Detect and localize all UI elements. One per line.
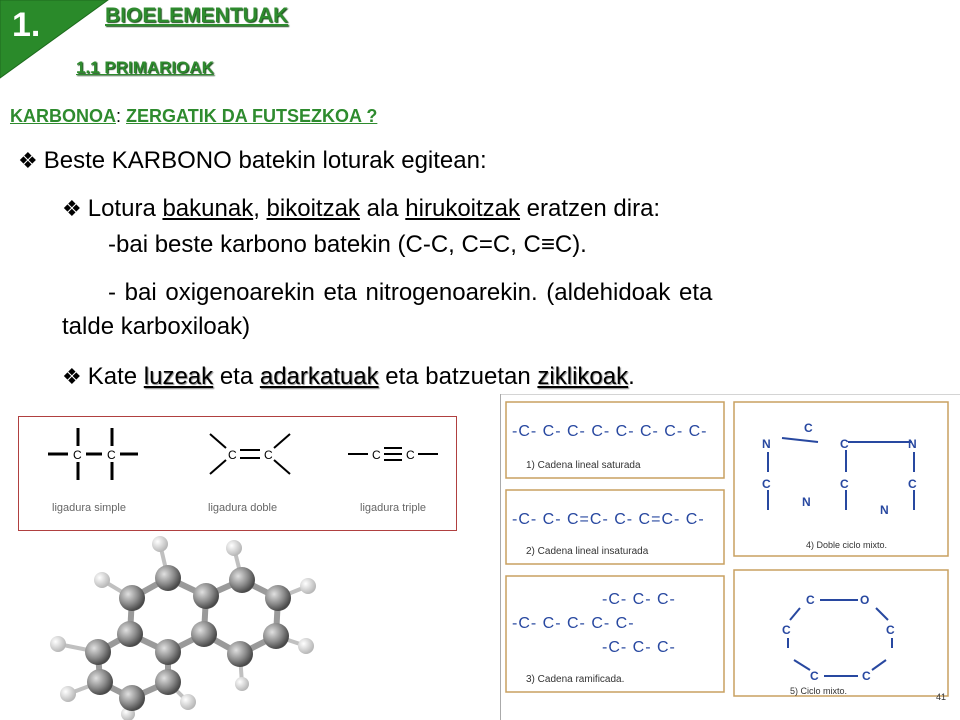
atom-c-3: C: [228, 448, 237, 462]
bullet-2-post: eratzen dira:: [520, 195, 661, 222]
chain-3-top: -C- C- C-: [602, 591, 676, 608]
atom-c-5: C: [372, 448, 381, 462]
ring5-o: O: [860, 593, 870, 607]
word-hirukoitzak: hirukoitzak: [405, 195, 521, 222]
bullet-2-sep1: ,: [253, 195, 267, 222]
label-double: ligadura doble: [208, 502, 278, 514]
diamond-bullet-icon: ❖: [18, 148, 38, 173]
ring4-c3: C: [762, 477, 771, 491]
bullet-2-pre: Lotura: [87, 195, 163, 222]
page-number: 41: [936, 692, 947, 702]
diamond-bullet-icon: ❖: [62, 364, 82, 389]
bullet-3-post: .: [628, 363, 635, 390]
atom-c-4: C: [264, 448, 273, 462]
chain-5-label: 5) Ciclo mixto.: [790, 686, 848, 696]
chain-1-formula: -C- C- C- C- C- C- C- C-: [512, 423, 708, 440]
ring4-n1: N: [762, 437, 771, 451]
chain-2-formula: -C- C- C=C- C- C=C- C-: [512, 511, 705, 528]
ring4-c2: C: [840, 437, 849, 451]
atom-c-2: C: [107, 448, 116, 462]
ring4-c1: C: [804, 421, 813, 435]
label-triple: ligadura triple: [360, 502, 427, 514]
chain-2-label: 2) Cadena lineal insaturada: [526, 546, 649, 557]
molecule-3d-model: [28, 532, 328, 720]
diamond-bullet-icon: ❖: [62, 196, 82, 221]
karbonoa-label: KARBONOA: [10, 106, 116, 126]
carbon-chains-figure: [500, 394, 960, 720]
bullet-1-text: Beste KARBONO batekin loturak egitean:: [43, 147, 487, 174]
atom-c-1: C: [73, 448, 82, 462]
bullet-3: [62, 362, 635, 392]
ring5-c2: C: [782, 623, 791, 637]
karbonoa-colon: :: [116, 106, 122, 126]
ring4-n3: N: [802, 495, 811, 509]
ring4-n4: N: [880, 503, 889, 517]
word-bikoitzak: bikoitzak: [266, 195, 360, 222]
ring5-c1: C: [806, 593, 815, 607]
chain-box-5: [734, 570, 948, 696]
bullet-3-sep2: eta batzuetan: [378, 363, 538, 390]
page-title: BIOELEMENTUAK: [105, 4, 289, 27]
line-b1: - bai oxigenoarekin eta nitrogenoarekin. (aldehidoak eta: [108, 279, 713, 306]
chain-3-label: 3) Cadena ramificada.: [526, 674, 625, 685]
section-number: 1.: [12, 6, 41, 44]
bullet-2: [62, 194, 660, 224]
chain-3-bot: -C- C- C-: [602, 639, 676, 656]
chain-4-label: 4) Doble ciclo mixto.: [806, 540, 888, 550]
ring5-c3: C: [886, 623, 895, 637]
word-ziklikoak: ziklikoak: [537, 363, 629, 390]
bullet-2-sep2: ala: [359, 195, 406, 222]
line-a: -bai beste karbono batekin (C-C, C=C, C≡C).: [108, 231, 587, 258]
atom-c-6: C: [406, 448, 415, 462]
ring5-c4: C: [810, 669, 819, 683]
bullet-3-pre: Kate: [87, 363, 144, 390]
word-bakunak: bakunak: [162, 195, 254, 222]
bullet-1: [18, 146, 487, 176]
chain-1-label: 1) Cadena lineal saturada: [526, 460, 641, 471]
word-luzeak: luzeak: [143, 363, 214, 390]
ring4-c5: C: [908, 477, 917, 491]
ring5-c5: C: [862, 669, 871, 683]
ring4-c4: C: [840, 477, 849, 491]
label-simple: ligadura simple: [52, 502, 126, 514]
karbonoa-question: ZERGATIK DA FUTSEZKOA ?: [126, 106, 378, 126]
line-b2: talde karboxiloak): [62, 313, 251, 340]
word-adarkatuak: adarkatuak: [259, 363, 379, 390]
ring4-n2: N: [908, 437, 917, 451]
page-subtitle: 1.1 PRIMARIOAK: [76, 58, 214, 77]
karbonoa-line: [10, 106, 377, 127]
bullet-3-sep1: eta: [213, 363, 260, 390]
chain-3-mid: -C- C- C- C- C-: [512, 615, 635, 632]
bond-types-figure: [18, 416, 458, 532]
